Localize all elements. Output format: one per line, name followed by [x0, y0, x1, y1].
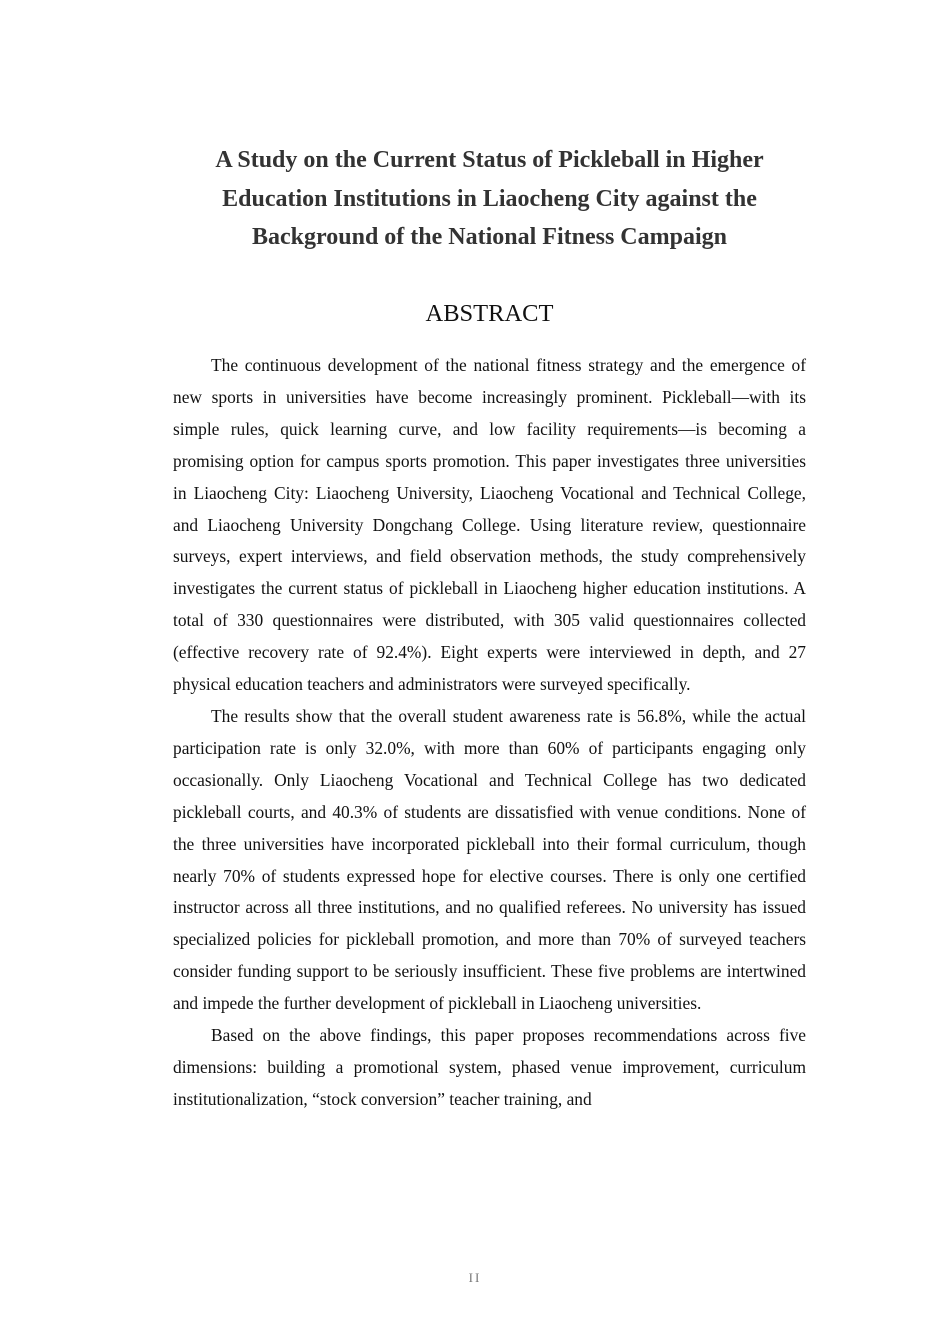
abstract-paragraph-1: The continuous development of the national fitness strategy and the emergence of new sports in universities have become increasingly prominent. Pickleball—with its simple rules, quick learning curve, and low facility requirements—is becoming a promising option for campus sports promotion. This paper investigates three universities in Liaocheng City: Liaocheng University, Liaocheng Vocational and Technical College, and Liaocheng University Dongchang College. Using literature review, questionnaire surveys, expert interviews, and field observation methods, the study comprehensively investigates the current status of pickleball in Liaocheng higher education institutions. A total of 330 questionnaires were distributed, with 305 valid questionnaires collected (effective recovery rate of 92.4%). Eight experts were interviewed in depth, and 27 physical education teachers and administrators were surveyed specifically. [173, 355, 806, 695]
abstract-paragraph-3: Based on the above findings, this paper proposes recommendations across five dimensions: building a promotional system, phased venue improvement, curriculum institutionalization, “stock conversion” teacher training, and [173, 1025, 806, 1109]
page-number: II [468, 1270, 482, 1285]
abstract-paragraph-2: The results show that the overall student awareness rate is 56.8%, while the actual participation rate is only 32.0%, with more than 60% of participants engaging only occasionally. Only Liaocheng Vocational and Technical College has two dedicated pickleball courts, and 40.3% of students are dissatisfied with venue conditions. None of the three universities have incorporated pickleball into their formal curriculum, though nearly 70% of students expressed hope for elective courses. There is only one certified instructor across all three institutions, and no qualified referees. No university has issued specialized policies for pickleball promotion, and more than 70% of surveyed teachers consider funding support to be seriously insufficient. These five problems are intertwined and impede the further development of pickleball in Liaocheng universities. [173, 705, 806, 1014]
abstract-body [173, 350, 806, 1116]
paper-title: A Study on the Current Status of Pickleball in Higher Education Institutions in Liaocheng City against the Background of the National Fitness Campaign [215, 147, 764, 250]
abstract-heading: ABSTRACT [425, 300, 554, 327]
